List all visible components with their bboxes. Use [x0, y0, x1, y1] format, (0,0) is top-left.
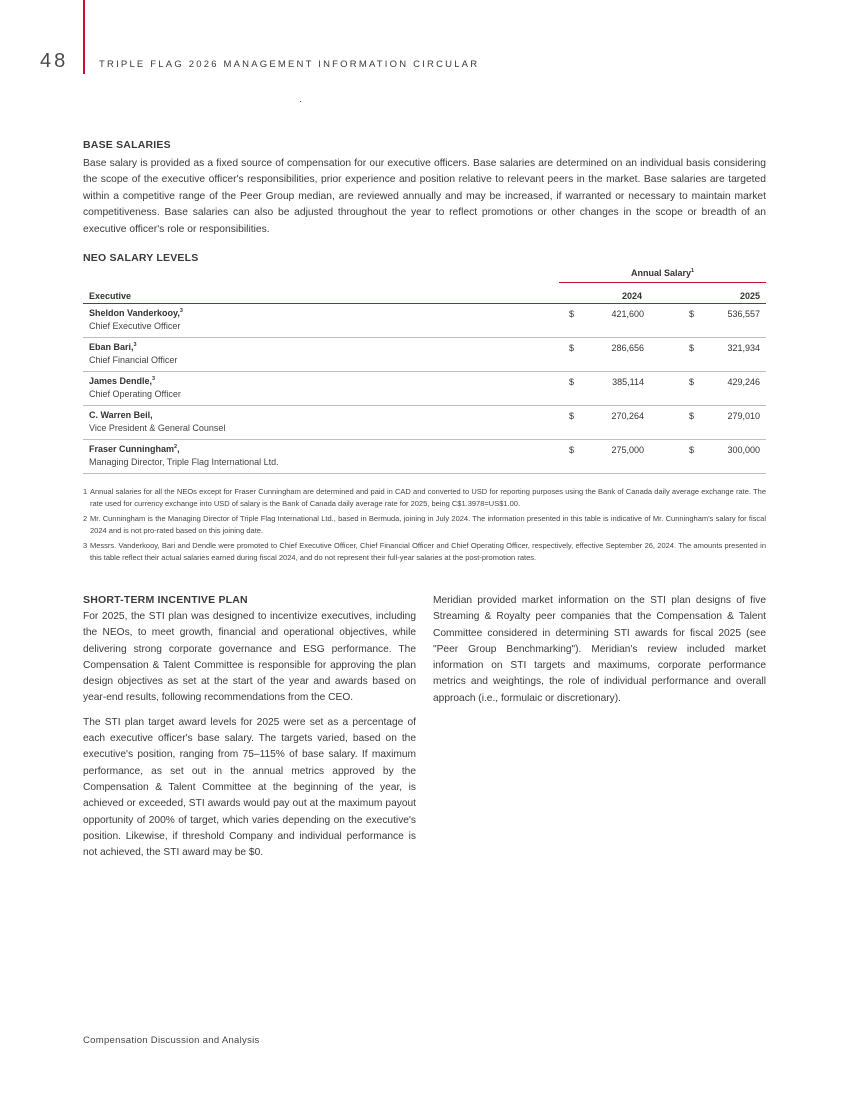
- executive-title: Chief Financial Officer: [89, 355, 178, 365]
- stray-dot: [300, 101, 301, 102]
- page-number: 48: [40, 50, 69, 72]
- table-row: [83, 304, 766, 338]
- salary-2025: 321,934: [727, 343, 760, 353]
- executive-title: Vice President & General Counsel: [89, 423, 226, 433]
- currency-2025: $: [689, 377, 695, 387]
- annual-salary-label: Annual Salary: [630, 268, 691, 278]
- executive-name: C. Warren Beil,: [89, 410, 153, 420]
- footnote: 2 Mr. Cunningham is the Managing Director of Triple Flag International Ltd., based in Bermuda, joining in July 2024. The information presented in this table is indicative of Mr. Cunningham's salary for fiscal 2024 and is not pro-rated based on this joining date.: [83, 514, 766, 535]
- salary-2025: 300,000: [727, 445, 760, 455]
- currency-2024: $: [569, 445, 575, 455]
- salary-2024: 385,114: [612, 377, 644, 387]
- annual-salary-note: 1: [690, 268, 695, 274]
- currency-2024: $: [569, 411, 575, 421]
- currency-2024: $: [569, 343, 575, 353]
- table-row: [83, 338, 766, 372]
- executive-title: Chief Executive Officer: [89, 321, 181, 331]
- neo-table-heading: NEO SALARY LEVELS: [83, 252, 199, 264]
- base-salaries-heading: BASE SALARIES: [83, 139, 171, 151]
- executive-title: Managing Director, Triple Flag International Ltd.: [89, 457, 279, 467]
- executive-title: Chief Operating Officer: [89, 389, 181, 399]
- footer-section-name: Compensation Discussion and Analysis: [83, 1035, 260, 1046]
- base-salaries-section: [83, 139, 766, 238]
- header-accent-line: [83, 0, 85, 74]
- sti-left-column: [83, 594, 416, 861]
- currency-2025: $: [689, 309, 695, 319]
- currency-2024: $: [569, 377, 575, 387]
- footnote: 3 Messrs. Vanderkooy, Bari and Dendle were promoted to Chief Executive Officer, Chief Financial Officer and Chief Operating Officer, respectively, effective September 26, 2024. The amounts presented in this table reflect their actual salaries earned during fiscal 2024, and do not represent their full-year salaries at the post-promotion rates.: [83, 541, 766, 562]
- sti-paragraph-3: Meridian provided market information on the STI plan designs of five Streaming & Royalty peer companies that the Compensation & Talent Committee considered in determining STI awards for fiscal 2025 (see "Peer Group Benchmarking"). Meridian's review included market information on STI targets and maximums, corporate performance metrics and weightings, the role of individual performance and overall approach (i.e., formulaic or discretionary).: [433, 595, 766, 704]
- salary-2024: 275,000: [611, 445, 644, 455]
- table-row: [83, 372, 766, 406]
- table-row: [83, 440, 766, 474]
- salary-2024: 286,656: [611, 343, 644, 353]
- salary-2025: 279,010: [727, 411, 760, 421]
- currency-2025: $: [689, 343, 695, 353]
- sti-paragraph-1: For 2025, the STI plan was designed to incentivize executives, including the NEOs, to meet growth, financial and operational objectives, while delivering strong corporate governance and ESG performance. The Compensation & Talent Committee is responsible for approving the plan design objectives as set at the start of the year and awards based on year-end results, following recommendations from the CEO.: [83, 611, 416, 704]
- executive-name: Sheldon Vanderkooy,$^3$: [89, 308, 183, 318]
- footnote: 1 Annual salaries for all the NEOs except for Fraser Cunningham are determined and paid in CAD and converted to USD for reporting purposes using the Bank of Canada daily average exchange rate. The rate used for currency exchange into USD of salary is the Bank of Canada daily average rate for 2025, being C$1.3978=US$1.00.: [83, 487, 766, 508]
- currency-2024: $: [569, 309, 575, 319]
- salary-2024: 421,600: [611, 309, 644, 319]
- salary-2024: 270,264: [611, 411, 644, 421]
- executive-name: James Dendle,$^3$: [89, 376, 156, 386]
- sti-heading: SHORT-TERM INCENTIVE PLAN: [83, 594, 248, 606]
- executive-name: Fraser Cunningham$^2$,: [89, 444, 180, 454]
- table-header-row: [83, 288, 766, 304]
- col-executive: Executive: [89, 291, 132, 301]
- currency-2025: $: [689, 445, 695, 455]
- executive-name: Eban Bari,$^3$: [89, 342, 137, 352]
- col-2025: 2025: [739, 291, 760, 301]
- document-title: TRIPLE FLAG 2026 MANAGEMENT INFORMATION CIRCULAR: [99, 59, 480, 70]
- currency-2025: $: [689, 411, 695, 421]
- sti-right-column: [433, 593, 766, 707]
- base-salaries-body: Base salary is provided as a fixed source of compensation for our executive officers. Base salaries are determined on an individual basis considering the scope of the executive officer's responsibilities, prior experience and position relative to relevant peers in the market. Base salaries are targeted within a competitive range of the Peer Group median, are reviewed annually and may be increased, if warranted or necessary to maintain market competitiveness. Base salaries can also be adjusted throughout the year to reflect promotions or other changes in the scope or breadth of an executive officer's role or responsibilities.: [83, 158, 766, 235]
- col-2024: 2024: [622, 291, 643, 301]
- footnotes: [83, 486, 766, 567]
- annual-salary-header: [559, 268, 766, 283]
- salary-2025: 536,557: [727, 309, 760, 319]
- table-row: [83, 406, 766, 440]
- sti-paragraph-2: The STI plan target award levels for 2025 were set as a percentage of each executive officer's base salary. The targets varied, based on the executive's position, ranging from 75–115% of base salary. If maximum performance, as set out in the annual metrics approved by the Compensation & Talent Committee at the beginning of the year, is achieved or exceeded, STI awards would pay out at the maximum payout opportunity of 200% of target, which varies depending on the executive's position. Likewise, if threshold Company and individual performance is not achieved, the STI award may be $0.: [83, 716, 416, 859]
- salary-2025: 429,246: [727, 377, 760, 387]
